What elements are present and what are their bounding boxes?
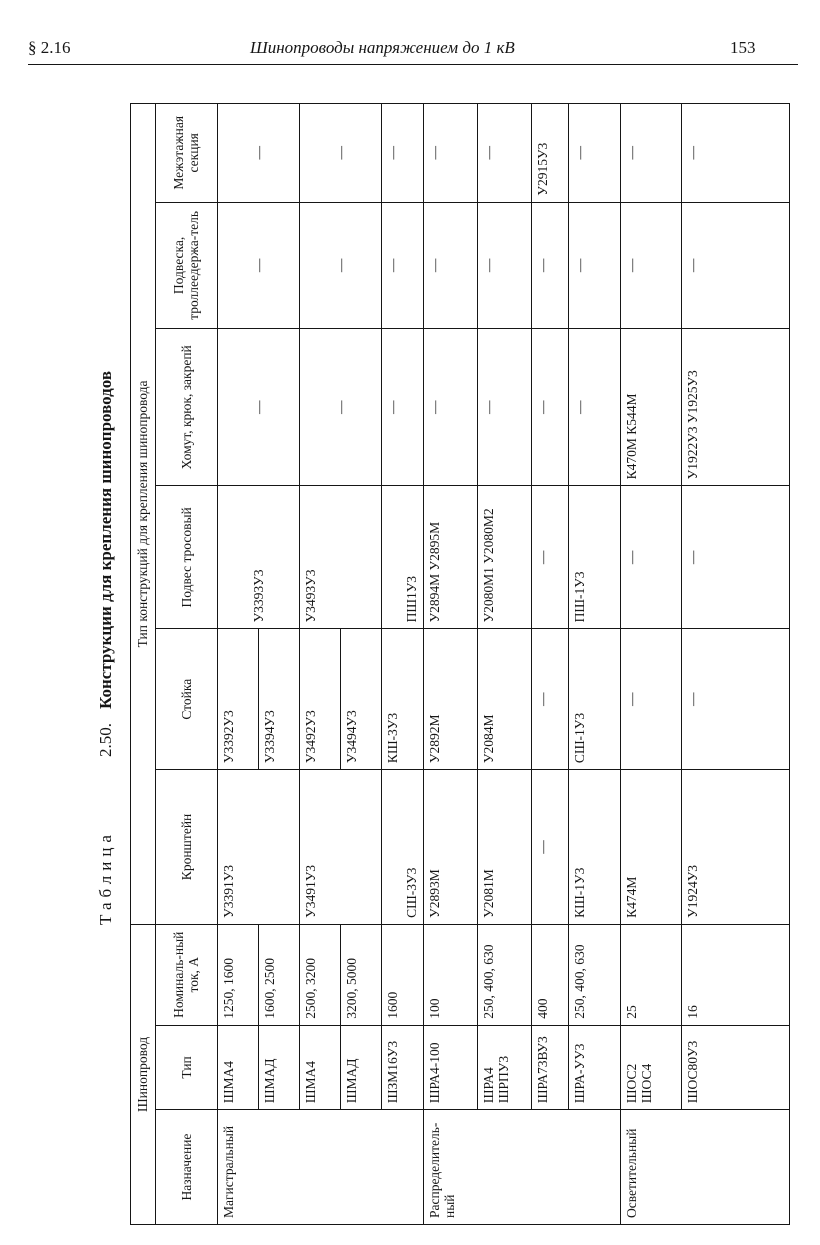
hanger-cell: — [681, 202, 789, 329]
floor-cell: — [681, 104, 789, 203]
column-header-row [155, 104, 217, 1225]
bracket-cell: К474М [620, 770, 681, 925]
type-cell: ШРА4-100 [423, 1025, 477, 1109]
current-cell: 2500, 3200 [300, 924, 341, 1025]
clamp-cell: К470М К544М [620, 329, 681, 486]
table-caption-number: 2.50. [96, 723, 115, 757]
clamp-cell: У1922У3 У1925У3 [681, 329, 789, 486]
rack-cell: КШ-3У3 [382, 629, 423, 770]
col-header-cable: Подвес тросовый [155, 486, 217, 629]
current-cell: 3200, 5000 [341, 924, 382, 1025]
floor-cell: — [217, 104, 299, 203]
cable-cell: — [532, 486, 569, 629]
cable-cell: ПШ-1У3 [568, 486, 620, 629]
current-cell: 1250, 1600 [217, 924, 258, 1025]
floor-cell: — [477, 104, 531, 203]
table-row [568, 104, 620, 1225]
cable-cell: — [620, 486, 681, 629]
clamp-cell: — [532, 329, 569, 486]
current-cell: 100 [423, 924, 477, 1025]
floor-cell: — [620, 104, 681, 203]
bracket-cell: СШ-3У3 [382, 770, 423, 925]
table-row [620, 104, 681, 1225]
type-cell: ШМАД [258, 1025, 299, 1109]
hanger-cell: — [568, 202, 620, 329]
bracket-cell: КШ-1У3 [568, 770, 620, 925]
mounting-table [130, 103, 790, 1225]
col-header-bracket: Кронштейн [155, 770, 217, 925]
type-cell: ШОС80У3 [681, 1025, 789, 1109]
running-title: Шинопроводы напряжением до 1 кВ [250, 38, 515, 57]
type-cell: ШОС2 ШОС4 [620, 1025, 681, 1109]
cable-cell: У3493У3 [300, 486, 382, 629]
table-row [217, 104, 258, 1225]
group-header-mounting: Тип конструкций для крепления шинопровода [131, 104, 156, 925]
bracket-cell: У2893М [423, 770, 477, 925]
col-header-clamp: Хомут, крюк, закрепй [155, 329, 217, 486]
type-cell: ШРА73ВУ3 [532, 1025, 569, 1109]
bracket-cell: У3491У3 [300, 770, 382, 925]
col-header-current: Номиналь-ный ток, А [155, 924, 217, 1025]
rack-cell: У2084М [477, 629, 531, 770]
rack-cell: СШ-1У3 [568, 629, 620, 770]
col-header-rack: Стойка [155, 629, 217, 770]
hanger-cell: — [423, 202, 477, 329]
rack-cell: У3394У3 [258, 629, 299, 770]
hanger-cell: — [217, 202, 299, 329]
floor-cell: — [423, 104, 477, 203]
clamp-cell: — [217, 329, 299, 486]
bracket-cell: — [532, 770, 569, 925]
rack-cell: У3494У3 [341, 629, 382, 770]
rack-cell: — [532, 629, 569, 770]
type-cell: ШМАД [341, 1025, 382, 1109]
type-cell: ШМА4 [300, 1025, 341, 1109]
col-header-hanger: Подвеска, троллеедержа-тель [155, 202, 217, 329]
clamp-cell: — [477, 329, 531, 486]
floor-cell: — [568, 104, 620, 203]
table-row [423, 104, 477, 1225]
current-cell: 1600 [382, 924, 423, 1025]
table-caption-label: Таблица [96, 830, 115, 925]
table-caption-title: Конструкции для крепления шинопроводов [96, 370, 115, 709]
hanger-cell: — [382, 202, 423, 329]
cable-cell: У3393У3 [217, 486, 299, 629]
cable-cell: У2080М1 У2080М2 [477, 486, 531, 629]
bracket-cell: У2081М [477, 770, 531, 925]
current-cell: 25 [620, 924, 681, 1025]
current-cell: 400 [532, 924, 569, 1025]
group-header-row [131, 104, 156, 1225]
type-cell: ШМА4 [217, 1025, 258, 1109]
rack-cell: — [620, 629, 681, 770]
table-row [300, 104, 341, 1225]
clamp-cell: — [300, 329, 382, 486]
hanger-cell: — [620, 202, 681, 329]
cable-cell: У2894М У2895М [423, 486, 477, 629]
clamp-cell: — [423, 329, 477, 486]
cable-cell: ПШ1У3 [382, 486, 423, 629]
section-number: § 2.16 [28, 38, 71, 57]
type-cell: ШЗМ16У3 [382, 1025, 423, 1109]
floor-cell: — [300, 104, 382, 203]
clamp-cell: — [568, 329, 620, 486]
rack-cell: У2892М [423, 629, 477, 770]
rack-cell: — [681, 629, 789, 770]
bracket-cell: У3391У3 [217, 770, 299, 925]
col-header-type: Тип [155, 1025, 217, 1109]
col-header-floor: Межэтажная секция [155, 104, 217, 203]
clamp-cell: — [382, 329, 423, 486]
bracket-cell: У1924У3 [681, 770, 789, 925]
col-header-purpose: Назначение [155, 1110, 217, 1225]
hanger-cell: — [532, 202, 569, 329]
table-row [477, 104, 531, 1225]
group-header-busway: Шинопровод [131, 924, 156, 1224]
table-row [681, 104, 789, 1225]
table-row [532, 104, 569, 1225]
purpose-cell-distribution: Распределитель-ный [423, 1110, 620, 1225]
cable-cell: — [681, 486, 789, 629]
type-cell: ШРА4 ШРПУ3 [477, 1025, 531, 1109]
table-row [382, 104, 423, 1225]
purpose-cell-main: Магистральный [217, 1110, 423, 1225]
type-cell: ШРА-УУ3 [568, 1025, 620, 1109]
rack-cell: У3392У3 [217, 629, 258, 770]
hanger-cell: — [300, 202, 382, 329]
page-number: 153 [730, 38, 756, 57]
hanger-cell: — [477, 202, 531, 329]
current-cell: 250, 400, 630 [477, 924, 531, 1025]
floor-cell: — [382, 104, 423, 203]
purpose-cell-lighting: Осветительный [620, 1110, 789, 1225]
floor-cell: У2915У3 [532, 104, 569, 203]
current-cell: 1600, 2500 [258, 924, 299, 1025]
current-cell: 250, 400, 630 [568, 924, 620, 1025]
current-cell: 16 [681, 924, 789, 1025]
rack-cell: У3492У3 [300, 629, 341, 770]
